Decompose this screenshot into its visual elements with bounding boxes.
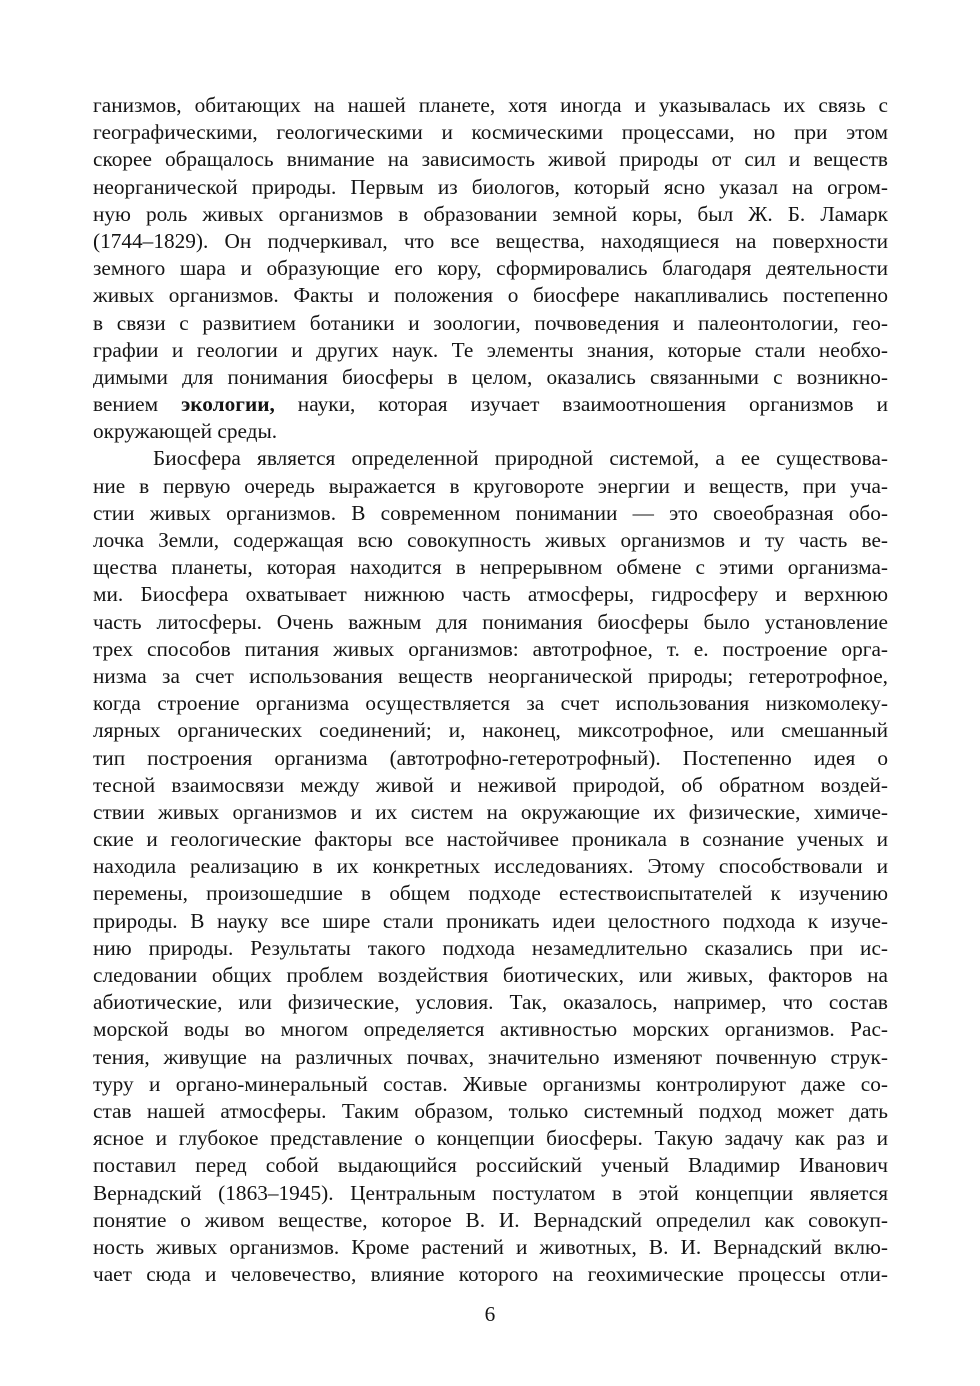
text-line: трех способов питания живых организмов: автотрофное, т. е. построение орга-: [93, 636, 888, 661]
text-line: следовании общих проблем воздействия биотических, или живых, факторов на: [93, 963, 888, 987]
text-line: тения, живущие на различных почвах, значительно изменяют почвенную струк-: [93, 1044, 888, 1069]
text-line: скорее обращалось внимание на зависимость живой природы от сил и веществ: [93, 147, 888, 172]
text-line: лярных органических соединений; и, наконец, миксотрофное, или смешанный: [93, 718, 888, 743]
bold-term-ecology: экологии,: [181, 392, 275, 417]
text-line: ствии живых организмов и их систем на окружающие их физические, химиче-: [93, 799, 888, 824]
text-line: тип построения организма (автотрофно-гетеротрофный). Постепенно идея о: [93, 745, 888, 770]
text-line: нию природы. Результаты такого подхода незамедлительно сказались при ис-: [93, 935, 888, 960]
text-line: (1744–1829). Он подчеркивал, что все вещества, находящиеся на поверхности: [93, 228, 888, 253]
text-line: часть литосферы. Очень важным для понимания биосферы было установление: [93, 609, 888, 634]
text-line: неорганической природы. Первым из биологов, который ясно указал на огром-: [93, 174, 888, 199]
text-line-with-bold-term: [93, 391, 888, 418]
text-line: природы. В науку все шире стали проникать идеи целостного подхода к изуче-: [93, 908, 888, 933]
text-line: туру и органо-минеральный состав. Живые организмы контролируют даже со-: [93, 1071, 888, 1096]
text-line: чает сюда и человечество, влияние которого на геохимические процессы отли-: [93, 1262, 888, 1287]
page-number: 6: [484, 1302, 496, 1326]
text-line: в связи с развитием ботаники и зоологии, почвоведения и палеонтологии, гео-: [93, 310, 888, 335]
text-line: понятие о живом веществе, которое В. И. Вернадский определил как совокуп-: [93, 1207, 888, 1232]
text-line-indented: Биосфера является определенной природной системой, а ее существова-: [153, 446, 888, 471]
text-line: щества планеты, которая находится в непрерывном обмене с этими организма-: [93, 555, 888, 580]
text-line: живых организмов. Факты и положения о биосфере накапливались постепенно: [93, 283, 888, 308]
text-line: географическими, геологическими и космическими процессами, но при этом: [93, 120, 888, 145]
text-fragment: вением: [93, 392, 182, 417]
text-line: тесной взаимосвязи между живой и неживой природой, об обратном воздей-: [93, 772, 888, 797]
text-line: низма за счет использования веществ неорганической природы; гетеротрофное,: [93, 663, 888, 688]
text-line: ную роль живых организмов в образовании земной коры, был Ж. Б. Ламарк: [93, 201, 888, 226]
text-line: ние в первую очередь выражается в круговороте энергии и веществ, при уча-: [93, 473, 888, 498]
paragraph-1: [93, 92, 888, 445]
text-line: когда строение организма осуществляется за счет использования низкомолеку-: [93, 691, 888, 716]
text-line: стии живых организмов. В современном понимании — это своеобразная обо-: [93, 500, 888, 525]
text-line: морской воды во многом определяется активностью морских организмов. Рас-: [93, 1017, 888, 1042]
text-line: земного шара и образующие его кору, сформировались благодаря деятельности: [93, 256, 888, 281]
text-line: абиотические, или физические, условия. Так, оказалось, например, что состав: [93, 990, 888, 1015]
text-line: лочка Земли, содержащая всю совокупность живых организмов и ту часть ве-: [93, 528, 888, 552]
text-line: ясное и глубокое представление о концепции биосферы. Такую задачу как раз и: [93, 1126, 888, 1151]
text-line: ские и геологические факторы все настойчивее проникала в сознание ученых и: [93, 827, 888, 852]
paragraph-2: [93, 445, 888, 1288]
text-line: Вернадский (1863–1945). Центральным постулатом в этой концепции является: [93, 1180, 888, 1205]
text-line: ность живых организмов. Кроме растений и животных, В. И. Вернадский вклю-: [93, 1234, 888, 1259]
text-line: графии и геологии и других наук. Те элементы знания, которые стали необхо-: [93, 337, 888, 362]
text-line: поставил перед собой выдающийся российский ученый Владимир Иванович: [93, 1153, 888, 1178]
text-line: ганизмов, обитающих на нашей планете, хотя иногда и указывалась их связь с: [93, 93, 888, 117]
text-fragment: науки, которая изучает взаимоотношения организмов и: [274, 392, 888, 417]
text-line: ми. Биосфера охватывает нижнюю часть атмосферы, гидросферу и верхнюю: [93, 582, 888, 607]
text-line: перемены, произошедшие в общем подходе естествоиспытателей к изучению: [93, 881, 888, 906]
text-line: став нашей атмосферы. Таким образом, только системный подход может дать: [93, 1098, 888, 1123]
text-line: окружающей среды.: [93, 419, 278, 444]
text-line: димыми для понимания биосферы в целом, оказались связанными с возникно-: [93, 364, 888, 389]
document-page: [93, 92, 888, 1288]
text-line: находила реализацию в их конкретных исследованиях. Этому способствовали и: [93, 854, 888, 879]
